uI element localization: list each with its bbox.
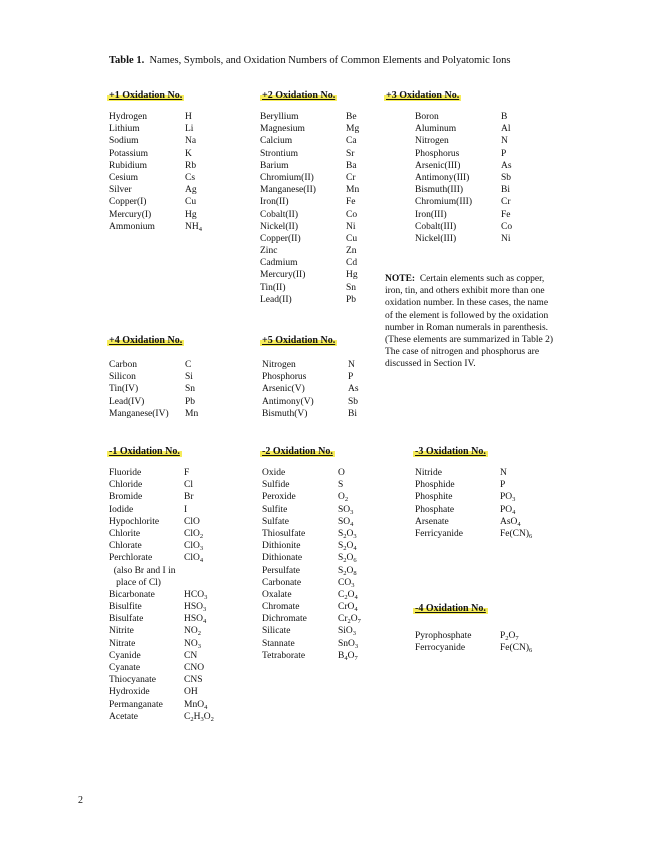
list-item	[109, 711, 244, 723]
list-item	[109, 625, 244, 637]
item-name: Zinc	[260, 246, 278, 257]
list-item	[109, 111, 239, 123]
item-symbol: Sr	[346, 148, 355, 159]
item-symbol: $HSO_3$	[184, 602, 207, 614]
item-name: Bicarbonate	[109, 589, 155, 600]
item-symbol: CN	[184, 650, 198, 661]
list-item	[109, 209, 239, 221]
item-name: Iron(II)	[260, 197, 289, 208]
item-name: Mercury(I)	[109, 209, 152, 220]
item-symbol: Ca	[346, 136, 357, 147]
list-item	[415, 184, 545, 196]
list-item	[109, 408, 239, 420]
table-title	[109, 55, 511, 66]
list-item	[415, 111, 545, 123]
list-item	[262, 565, 392, 577]
item-symbol: $C_2O_4$	[338, 589, 358, 601]
list-item	[262, 371, 392, 383]
note-label: NOTE:	[385, 274, 416, 284]
item-name: Nitrogen	[415, 136, 449, 147]
list-item	[262, 516, 392, 528]
item-name: Phosphorus	[262, 372, 307, 383]
item-symbol: Cr	[346, 172, 356, 183]
item-symbol: B	[501, 112, 508, 122]
list-item	[109, 662, 244, 674]
item-symbol: $B_4O_7$	[338, 650, 358, 662]
list-item	[109, 123, 239, 135]
item-name: Bisulfite	[109, 602, 142, 613]
list-item	[260, 294, 390, 306]
item-name: Phosphate	[415, 504, 455, 515]
list-item	[415, 630, 555, 642]
item-name: Phosphorus	[415, 148, 460, 159]
list-item	[109, 359, 239, 371]
item-name: Ferricyanide	[415, 528, 464, 539]
item-name: Calcium	[260, 136, 293, 147]
item-name: Magnesium	[260, 124, 305, 135]
item-name: Sulfite	[262, 504, 288, 515]
item-symbol: Be	[346, 112, 357, 122]
item-symbol: Bi	[501, 185, 510, 196]
item-name: Chromate	[262, 602, 300, 613]
heading-plus5: +5 Oxidation No.	[262, 335, 336, 346]
item-symbol: Ni	[346, 221, 356, 232]
item-name: Carbonate	[262, 577, 302, 588]
note-paragraph	[385, 273, 555, 371]
item-name: Chloride	[109, 480, 143, 491]
item-symbol: Br	[184, 492, 194, 503]
item-name: Antimony(V)	[262, 396, 314, 407]
list-item	[260, 221, 390, 233]
list-item	[109, 160, 239, 172]
list-plus4	[109, 359, 239, 420]
item-symbol: P	[500, 480, 506, 491]
item-symbol: $Cr_2O_7$	[338, 614, 361, 626]
item-symbol: Cu	[346, 233, 358, 244]
item-symbol: OH	[184, 687, 198, 698]
list-item	[109, 565, 244, 577]
list-item	[415, 642, 555, 654]
list-item	[262, 589, 392, 601]
list-item	[109, 674, 244, 686]
item-name: Carbon	[109, 360, 137, 370]
list-item	[262, 408, 392, 420]
item-name: Silicate	[262, 626, 291, 637]
list-minus4	[415, 630, 555, 654]
list-item	[260, 160, 390, 172]
list-item	[260, 123, 390, 135]
item-symbol: Sn	[346, 282, 357, 293]
item-name: Manganese(II)	[260, 185, 316, 196]
item-name: Persulfate	[262, 565, 300, 576]
list-item	[109, 589, 244, 601]
item-name: Arsenic(III)	[415, 160, 461, 171]
item-name: Lithium	[109, 124, 140, 135]
item-name: Hydrogen	[109, 112, 147, 122]
list-item	[262, 650, 392, 662]
item-symbol: Hg	[185, 209, 197, 220]
item-symbol: As	[501, 160, 512, 171]
list-minus1	[109, 467, 244, 723]
item-symbol: $Fe(CN)_6$	[500, 528, 533, 540]
item-symbol: P	[501, 148, 507, 159]
item-name: Copper(I)	[109, 197, 147, 208]
item-name: Nickel(III)	[415, 233, 457, 244]
item-symbol: Mg	[346, 124, 360, 135]
item-symbol: Fe	[501, 209, 511, 220]
item-name: Phosphite	[415, 492, 453, 503]
list-item	[262, 601, 392, 613]
item-name: Copper(II)	[260, 233, 301, 244]
item-symbol: Cd	[346, 258, 358, 269]
item-symbol: Sb	[348, 396, 359, 407]
item-name: Thiosulfate	[262, 528, 306, 539]
item-name: Sulfate	[262, 516, 289, 527]
item-name: Arsenic(V)	[262, 384, 305, 395]
item-symbol: $P_2O_7$	[500, 631, 519, 642]
item-symbol: Mn	[346, 185, 360, 196]
list-item	[415, 221, 545, 233]
item-name: Nitrite	[109, 626, 134, 637]
item-name: Bismuth(V)	[262, 408, 308, 419]
item-name: Stannate	[262, 638, 295, 649]
item-name: Ammonium	[109, 221, 155, 232]
item-symbol: Li	[185, 124, 194, 135]
heading-plus3: +3 Oxidation No.	[386, 90, 460, 101]
item-name: Nitrogen	[262, 360, 296, 370]
item-name: Oxalate	[262, 589, 292, 600]
list-item	[262, 359, 392, 371]
list-item	[260, 245, 390, 257]
item-symbol: O	[338, 468, 345, 478]
list-item	[109, 196, 239, 208]
list-item	[109, 479, 244, 491]
item-name: Phosphide	[415, 480, 455, 491]
note-text: Certain elements such as copper, iron, tin, and others exhibit more than one oxidation number. In these cases, the name of the element is followed by the oxidation number in Roman numerals in parenthesis. (These elements are summarized in Table 2) The case of nitrogen and phosphorus are discussed in Section IV.	[385, 274, 553, 370]
item-symbol: ClO	[184, 516, 200, 527]
list-item	[415, 467, 555, 479]
item-symbol: Co	[346, 209, 358, 220]
item-symbol: Ni	[501, 233, 511, 244]
item-name: Iron(III)	[415, 209, 447, 220]
list-item	[262, 528, 392, 540]
item-symbol: Sb	[501, 172, 512, 183]
heading-plus1: +1 Oxidation No.	[109, 90, 183, 101]
item-symbol: Mn	[185, 408, 199, 419]
table-title-text: Names, Symbols, and Oxidation Numbers of Common Elements and Polyatomic Ions	[149, 55, 511, 66]
item-symbol: N	[501, 136, 508, 147]
item-symbol: Fe	[346, 197, 356, 208]
heading-minus3: -3 Oxidation No.	[415, 446, 486, 457]
item-symbol: Al	[501, 124, 511, 135]
item-name: Silicon	[109, 372, 136, 383]
item-symbol: Pb	[346, 294, 357, 305]
item-name: Lead(II)	[260, 294, 292, 305]
item-symbol: P	[348, 372, 354, 383]
list-item	[262, 552, 392, 564]
list-item	[109, 650, 244, 662]
list-item	[415, 209, 545, 221]
list-item	[262, 383, 392, 395]
list-item	[109, 491, 244, 503]
item-symbol: CNS	[184, 675, 203, 686]
item-symbol: $S_2O_4$	[338, 541, 357, 553]
item-symbol: Si	[185, 372, 193, 383]
list-item	[262, 479, 392, 491]
item-symbol: ClO$_2$	[184, 528, 204, 540]
item-name: Sulfide	[262, 480, 290, 491]
item-symbol: H	[185, 112, 192, 122]
item-name: Rubidium	[109, 160, 148, 171]
item-name: Cyanate	[109, 663, 141, 673]
list-item	[262, 491, 392, 503]
list-item	[260, 135, 390, 147]
item-symbol: SiO$_3$	[338, 626, 357, 638]
list-item	[415, 172, 545, 184]
list-item	[109, 516, 244, 528]
list-item	[415, 491, 555, 503]
list-item	[262, 396, 392, 408]
item-name: Oxide	[262, 468, 286, 478]
item-symbol: $S_2O_6$	[338, 553, 357, 565]
list-item	[109, 184, 239, 196]
list-item	[260, 282, 390, 294]
list-item	[260, 257, 390, 269]
item-name: Chlorite	[109, 528, 141, 539]
item-name: Silver	[109, 185, 132, 196]
list-item	[415, 233, 545, 245]
item-name: Thiocyanate	[109, 675, 156, 686]
item-name: Antimony(III)	[415, 172, 470, 183]
list-item	[415, 148, 545, 160]
item-symbol: Co	[501, 221, 513, 232]
list-item	[109, 577, 244, 589]
heading-minus2: -2 Oxidation No.	[262, 446, 333, 457]
item-symbol: Zn	[346, 246, 357, 257]
item-symbol: $PO_3$	[500, 492, 516, 504]
list-plus2	[260, 111, 390, 306]
list-item	[262, 577, 392, 589]
list-item	[109, 686, 244, 698]
item-name: Mercury(II)	[260, 270, 306, 281]
item-name: Arsenate	[415, 516, 449, 527]
list-item	[109, 601, 244, 613]
item-name: Bromide	[109, 492, 143, 503]
item-symbol: $HSO_4$	[184, 614, 207, 626]
item-name: Peroxide	[262, 492, 296, 503]
item-name: Aluminum	[415, 124, 457, 135]
list-item	[260, 269, 390, 281]
item-name: Tin(IV)	[109, 384, 139, 395]
item-symbol: SnO$_3$	[338, 638, 359, 650]
list-item	[415, 479, 555, 491]
item-symbol: K	[185, 148, 192, 159]
item-symbol: Na	[185, 136, 197, 147]
item-name: Pyrophosphate	[415, 631, 472, 641]
list-item	[262, 467, 392, 479]
item-symbol: CNO	[184, 663, 205, 673]
item-symbol: As	[348, 384, 359, 395]
item-symbol: Pb	[185, 396, 196, 407]
list-item	[109, 504, 244, 516]
item-name: Cadmium	[260, 258, 298, 269]
item-symbol: Ag	[185, 185, 197, 196]
item-symbol: CrO$_4$	[338, 602, 358, 614]
item-name: Fluoride	[109, 468, 142, 478]
item-name: Sodium	[109, 136, 139, 147]
item-symbol: $C_2H_3O_2$	[184, 711, 214, 723]
item-name: Beryllium	[260, 112, 299, 122]
heading-plus2: +2 Oxidation No.	[262, 90, 336, 101]
list-plus5	[262, 359, 392, 420]
item-symbol: Ba	[346, 160, 357, 171]
list-item	[109, 528, 244, 540]
item-name: Bisulfate	[109, 614, 144, 625]
list-item	[260, 233, 390, 245]
list-item	[262, 625, 392, 637]
list-item	[262, 638, 392, 650]
list-item	[109, 172, 239, 184]
item-name: Tin(II)	[260, 282, 286, 293]
item-symbol: $CO_3$	[338, 577, 355, 589]
list-item	[109, 699, 244, 711]
list-plus3	[415, 111, 545, 245]
item-symbol: $SO_4$	[338, 516, 354, 528]
list-item	[415, 196, 545, 208]
item-symbol: $HCO_3$	[184, 589, 208, 601]
list-item	[109, 383, 239, 395]
list-item	[109, 540, 244, 552]
item-name: Cobalt(III)	[415, 221, 457, 232]
list-item	[109, 638, 244, 650]
item-name: Hydroxide	[109, 687, 150, 698]
item-name: Chromium(II)	[260, 172, 314, 183]
item-name: Cyanide	[109, 650, 141, 661]
item-symbol: Hg	[346, 270, 358, 281]
list-item	[260, 209, 390, 221]
item-symbol: $Fe(CN)_6$	[500, 643, 533, 655]
item-symbol: N	[500, 468, 507, 478]
item-name: Barium	[260, 160, 289, 171]
list-item	[109, 396, 239, 408]
list-item	[415, 516, 555, 528]
list-item	[260, 111, 390, 123]
list-item	[109, 552, 244, 564]
heading-minus4: -4 Oxidation No.	[415, 603, 486, 614]
list-item	[262, 540, 392, 552]
list-plus1	[109, 111, 239, 233]
item-symbol: Cs	[185, 172, 196, 183]
item-name: Lead(IV)	[109, 396, 145, 407]
item-symbol: C	[185, 360, 192, 370]
list-item	[415, 528, 555, 540]
item-symbol: MnO$_4$	[184, 699, 208, 711]
list-minus3	[415, 467, 555, 540]
item-symbol: $NO_2$	[184, 626, 201, 638]
item-symbol: $NH_4$	[185, 221, 202, 233]
item-name: Dichromate	[262, 614, 307, 625]
item-symbol: $S_2O_8$	[338, 565, 357, 577]
item-symbol: Cr	[501, 197, 511, 208]
list-item	[260, 148, 390, 160]
list-item	[260, 196, 390, 208]
item-symbol: S	[338, 480, 344, 491]
item-name: (also Br and I in	[109, 565, 176, 576]
item-name: Boron	[415, 112, 439, 122]
list-item	[260, 172, 390, 184]
item-name: Permanganate	[109, 699, 163, 710]
item-symbol: N	[348, 360, 355, 370]
list-minus2	[262, 467, 392, 662]
item-name: Dithionate	[262, 553, 303, 564]
item-symbol: $O_2$	[338, 492, 349, 504]
item-symbol: Bi	[348, 408, 357, 419]
list-item	[415, 123, 545, 135]
list-item	[109, 135, 239, 147]
item-name: Chromium(III)	[415, 197, 472, 208]
list-item	[109, 221, 239, 233]
item-name: Manganese(IV)	[109, 408, 169, 419]
item-name: Nitride	[415, 468, 442, 478]
item-symbol: $PO_4$	[500, 504, 516, 516]
item-name: Perchlorate	[109, 553, 153, 564]
item-name: Dithionite	[262, 541, 301, 552]
item-symbol: ClO$_4$	[184, 553, 204, 565]
item-name: Potassium	[109, 148, 149, 159]
list-item	[109, 371, 239, 383]
item-name: Tetraborate	[262, 650, 306, 661]
item-symbol: Sn	[185, 384, 196, 395]
list-item	[109, 613, 244, 625]
item-symbol: Rb	[185, 160, 197, 171]
list-item	[109, 148, 239, 160]
item-name: Iodide	[109, 504, 134, 515]
item-name: Bismuth(III)	[415, 185, 464, 196]
item-name: Nickel(II)	[260, 221, 298, 232]
item-symbol: F	[184, 468, 190, 478]
item-name: Chlorate	[109, 541, 142, 552]
item-symbol: ClO$_3$	[184, 541, 204, 553]
page-number: 2	[78, 795, 83, 806]
item-name: Hypochlorite	[109, 516, 160, 527]
heading-minus1: -1 Oxidation No.	[109, 446, 180, 457]
item-name: Ferrocyanide	[415, 643, 466, 654]
item-name: Cesium	[109, 172, 139, 183]
item-symbol: I	[184, 504, 188, 515]
list-item	[262, 504, 392, 516]
item-symbol: $SO_3$	[338, 504, 354, 516]
list-item	[260, 184, 390, 196]
item-name: Strontium	[260, 148, 299, 159]
list-item	[415, 160, 545, 172]
item-name: Acetate	[109, 711, 139, 722]
table-title-label: Table 1.	[109, 55, 145, 66]
item-symbol: $NO_3$	[184, 638, 201, 650]
list-item	[415, 504, 555, 516]
item-symbol: AsO$_4$	[500, 516, 521, 528]
item-name: Cobalt(II)	[260, 209, 298, 220]
item-symbol: Cl	[184, 480, 193, 491]
item-symbol: $S_2O_3$	[338, 528, 357, 540]
list-item	[262, 613, 392, 625]
item-symbol: Cu	[185, 197, 197, 208]
list-item	[109, 467, 244, 479]
heading-plus4: +4 Oxidation No.	[109, 335, 183, 346]
list-item	[415, 135, 545, 147]
item-name: Nitrate	[109, 638, 136, 649]
item-name: place of Cl)	[109, 577, 161, 588]
